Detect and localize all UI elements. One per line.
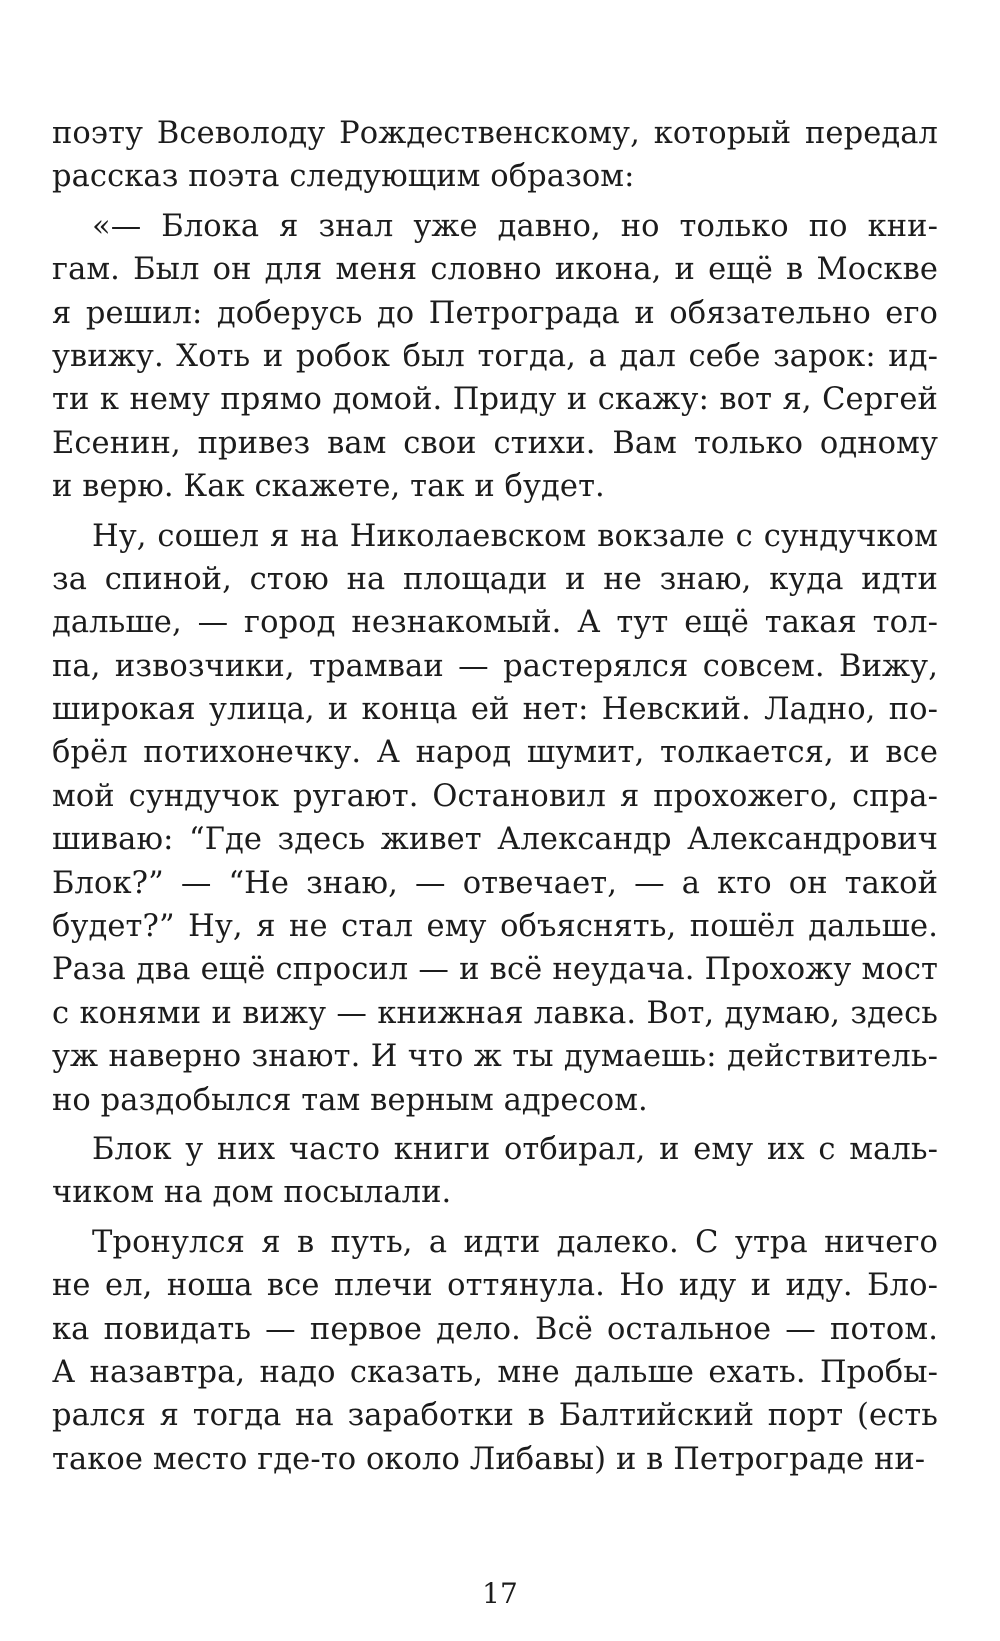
text-line: с конями и вижу — книжная лавка. Вот, думаю, здесь [52,995,938,1031]
text-line: па, извозчики, трамваи — растерялся совсем. Вижу, [52,648,938,684]
paragraph [52,515,938,1122]
page-number: 17 [482,1577,518,1610]
text-line: и верю. Как скажете, так и будет. [52,469,605,505]
text-line: Тронулся я в путь, а идти далеко. С утра ничего [92,1224,938,1260]
text-line: шиваю: “Где здесь живет Александр Александрович [52,822,938,858]
text-line: но раздобылся там верным адресом. [52,1082,648,1118]
text-line: увижу. Хоть и робок был тогда, а дал себе зарок: ид- [52,338,938,374]
text-line: Есенин, привез вам свои стихи. Вам только одному [52,425,938,461]
text-line: Блок?” — “Не знаю, — отвечает, — а кто он такой [52,865,938,901]
paragraph [52,112,938,199]
paragraph [52,1221,938,1481]
paragraph [52,1128,938,1215]
text-line: чиком на дом посылали. [52,1175,452,1211]
text-line: А назавтра, надо сказать, мне дальше ехать. Пробы- [52,1354,938,1390]
text-line: широкая улица, и конца ей нет: Невский. Ладно, по- [52,692,938,728]
text-line: будет?” Ну, я не стал ему объяснять, пошёл дальше. [52,909,938,945]
text-line: рался я тогда на заработки в Балтийский порт (есть [52,1398,938,1434]
text-line: гам. Был он для меня словно икона, и ещё в Москве [52,252,938,288]
text-line: «— Блока я знал уже давно, но только по кни- [92,208,938,244]
text-line: не ел, ноша все плечи оттянула. Но иду и иду. Бло- [52,1268,938,1304]
text-line: Раза два ещё спросил — и всё неудача. Прохожу мост [52,952,938,988]
text-line: уж наверно знают. И что ж ты думаешь: действитель- [52,1039,938,1075]
text-line: я решил: доберусь до Петрограда и обязательно его [52,295,938,331]
text-line: ти к нему прямо домой. Приду и скажу: вот я, Сергей [52,382,938,418]
paragraph [52,205,938,509]
text-line: за спиной, стою на площади и не знаю, куда идти [52,561,938,597]
text-line: Ну, сошел я на Николаевском вокзале с сундучком [92,518,938,554]
text-line: дальше, — город незнакомый. А тут ещё такая тол- [52,605,938,641]
page-body [52,112,938,1481]
text-line: поэту Всеволоду Рождественскому, который передал [52,116,938,151]
text-line: брёл потихонечку. А народ шумит, толкается, и все [52,735,938,771]
text-line: рассказ поэта следующим образом: [52,159,635,195]
text-line: мой сундучок ругают. Остановил я прохожего, спра- [52,778,938,814]
text-line: ка повидать — первое дело. Всё остальное — потом. [52,1311,938,1347]
text-line: Блок у них часто книги отбирал, и ему их с маль- [92,1131,938,1167]
text-line: такое место где-то около Либавы) и в Петрограде ни- [52,1441,926,1477]
